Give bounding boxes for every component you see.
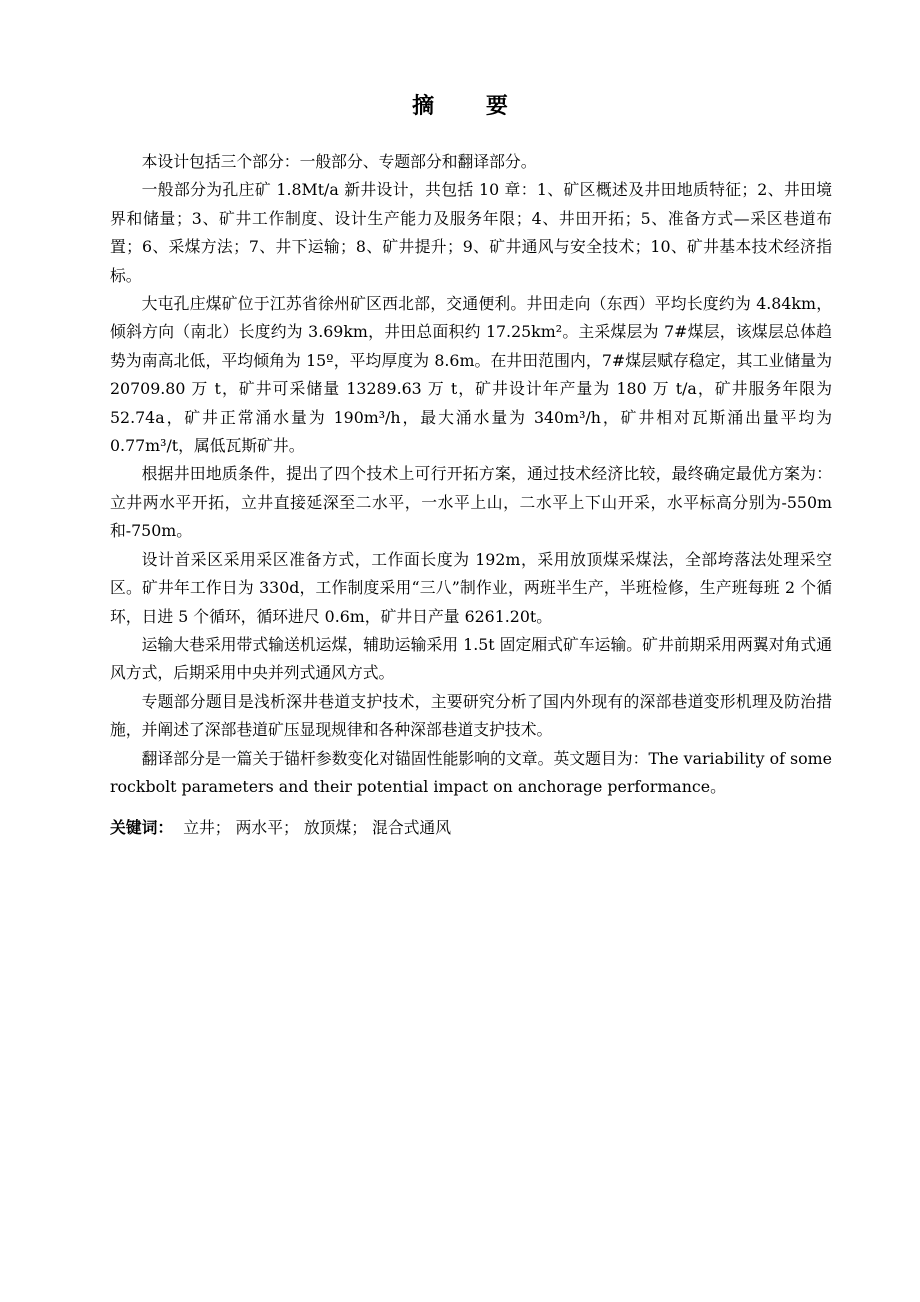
paragraph-general-part: 一般部分为孔庄矿 1.8Mt/a 新井设计，共包括 10 章：1、矿区概述及井田地质特征；2、井田境界和储量；3、矿井工作制度、设计生产能力及服务年限；4、井田开拓；5、准备方式—采区巷道布置；6、采煤方法；7、井下运输；8、矿井提升；9、矿井通风与安全技术；10、矿井基本技术经济指标。 <box>110 180 832 285</box>
page-title: 摘 要 <box>412 94 530 119</box>
paragraph-special-topic: 专题部分题目是浅析深井巷道支护技术，主要研究分析了国内外现有的深部巷道变形机理及防治措施，并阐述了深部巷道矿压显现规律和各种深部巷道支护技术。 <box>110 691 832 740</box>
keywords-label: 关键词： <box>110 818 174 837</box>
paragraph-mining-method: 设计首采区采用采区准备方式，工作面长度为 192m，采用放顶煤采煤法，全部垮落法处理采空区。矿井年工作日为 330d，工作制度采用“三八”制作业，两班半生产，半班检修，生产班每班 2 个循环，日进 5 个循环，循环进尺 0.6m，矿井日产量 6261.20t。 <box>110 549 832 626</box>
paragraph-overview: 本设计包括三个部分：一般部分、专题部分和翻译部分。 <box>141 152 537 171</box>
paragraph-transport-ventilation: 运输大巷采用带式输送机运煤，辅助运输采用 1.5t 固定厢式矿车运输。矿井前期采用两翼对角式通风方式，后期采用中央并列式通风方式。 <box>110 634 832 683</box>
paragraph-development-plan: 根据井田地质条件，提出了四个技术上可行开拓方案，通过技术经济比较，最终确定最优方案为：立井两水平开拓，立井直接延深至二水平，一水平上山，二水平上下山开采，水平标高分别为-550m 和-750m。 <box>110 464 832 541</box>
paragraph-mine-geology: 大屯孔庄煤矿位于江苏省徐州矿区西北部，交通便利。井田走向（东西）平均长度约为 4.84km，倾斜方向（南北）长度约为 3.69km，井田总面积约 17.25km²。主采煤层为 7#煤层，该煤层总体趋势为南高北低，平均倾角为 15º，平均厚度为 8.6m。在井田范围内，7#煤层赋存稳定，其工业储量为 20709.80 万 t，矿井可采储量 13289.63 万 t，矿井设计年产量为 180 万 t/a，矿井服务年限为 52.74a，矿井正常涌水量为 190m³/h，最大涌水量为 340m³/h，矿井相对瓦斯涌出量平均为 0.77m³/t，属低瓦斯矿井。 <box>110 294 832 456</box>
paragraph-translation: 翻译部分是一篇关于锚杆参数变化对锚固性能影响的文章。英文题目为：The variability of some rockbolt parameters and their potential impact on anchorage performance。 <box>110 748 832 796</box>
keywords-line <box>110 814 832 842</box>
abstract-body <box>110 148 832 801</box>
keywords-value: 立井； 两水平； 放顶煤； 混合式通风 <box>183 818 452 837</box>
